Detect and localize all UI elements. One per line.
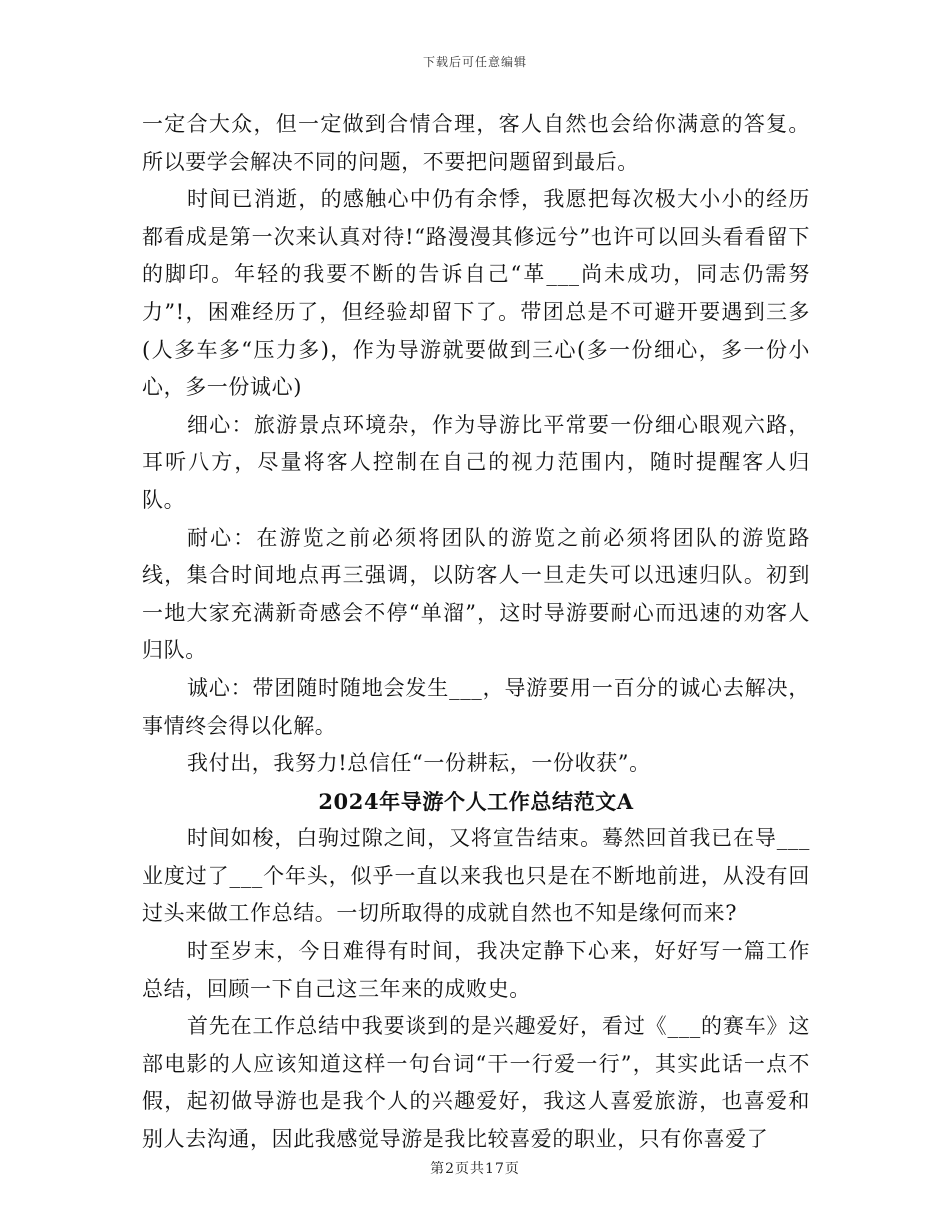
paragraph-reflection: 时间已消逝，的感触心中仍有余悸，我愿把每次极大小小的经历都看成是第一次来认真对待!“路漫漫其修远兮”也许可以回头看看留下的脚印。年轻的我要不断的告诉自己“革___尚未成功，同志仍需努力”!，困难经历了，但经验却留下了。带团总是不可避开要遇到三多(人多车多“压力多)，作为导游就要做到三心(多一份细心，多一份小心，多一份诚心) [142, 187, 810, 400]
document-body [142, 106, 810, 1159]
header-note: 下载后可任意编辑 [422, 55, 527, 69]
paragraph-effort: 我付出，我努力!总信任“一份耕耘，一份收获”。 [187, 751, 651, 776]
section-paragraph-year-end: 时至岁末，今日难得有时间，我决定静下心来，好好写一篇工作总结，回顾一下自己这三年来的成败史。 [142, 939, 810, 1001]
page-footer: 第2页共17页 [430, 1161, 520, 1177]
paragraph-sincerity: 诚心：带团随时随地会发生___，导游要用一百分的诚心去解决，事情终会得以化解。 [142, 675, 810, 738]
paragraph-patience: 耐心：在游览之前必须将团队的游览之前必须将团队的游览路线，集合时间地点再三强调，以防客人一旦走失可以迅速归队。初到一地大家充满新奇感会不停“单溜”，这时导游要耐心而迅速的劝客人归队。 [142, 525, 810, 663]
section-paragraph-intro: 时间如梭，白驹过隙之间，又将宣告结束。蓦然回首我已在导___业度过了___个年头，似乎一直以来我也只是在不断地前进，从没有回过头来做工作总结。一切所取得的成就自然也不知是缘何而来? [142, 826, 810, 926]
section-paragraph-interest: 首先在工作总结中我要谈到的是兴趣爱好，看过《___的赛车》这部电影的人应该知道这样一句台词“干一行爱一行”，其实此话一点不假，起初做导游也是我个人的兴趣爱好，我这人喜爱旅游，也喜爱和别人去沟通，因此我感觉导游是我比较喜爱的职业，只有你喜爱了 [142, 1014, 810, 1152]
paragraph-carefulness: 细心：旅游景点环境杂，作为导游比平常要一份细心眼观六路，耳听八方，尽量将客人控制在自己的视力范围内，随时提醒客人归队。 [142, 412, 810, 512]
section-title: 2024年导游个人工作总结范文A [318, 788, 634, 814]
paragraph-continuation: 一定合大众，但一定做到合情合理，客人自然也会给你满意的答复。所以要学会解决不同的问题，不要把问题留到最后。 [142, 112, 810, 174]
